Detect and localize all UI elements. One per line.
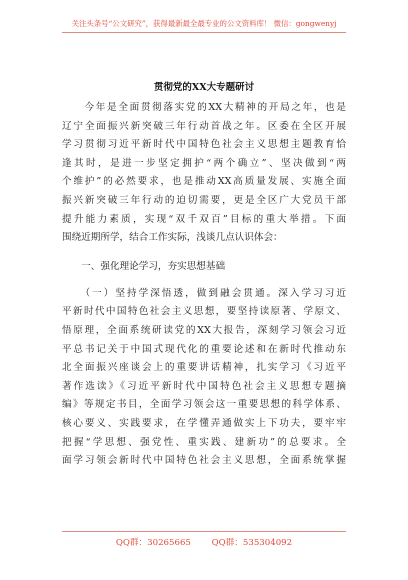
text-line: 围绕近期所学，结合工作实际，浅谈几点认识体会： bbox=[62, 232, 283, 244]
text-line: 今年是全面贯彻落实党的XX大精神的开局之年，也是 bbox=[62, 102, 346, 113]
text-line: 提升能力素质，实现“双千双百”目标的重大举措。下面 bbox=[62, 213, 346, 225]
footer-qq-group-2: QQ群：535304092 bbox=[211, 538, 293, 548]
text-line: 辽宁全面振兴新突破三年行动首战之年。区委在全区开展 bbox=[62, 120, 346, 132]
text-line: 编》等规定书目，全面学习领会这一重要思想的科学体系、 bbox=[62, 399, 346, 411]
footer-qq-group-1: QQ群：30265665 bbox=[115, 538, 191, 548]
section-heading: 一、强化理论学习，夯实思想基础 bbox=[62, 260, 226, 272]
footer-divider bbox=[62, 531, 346, 532]
text-line: 北全面振兴座谈会上的重要讲话精神，扎实学习《习近平 bbox=[62, 362, 346, 374]
text-line: 平总书记关于中国式现代化的重要论述和在新时代推动东 bbox=[62, 343, 346, 355]
paragraph-intro bbox=[62, 99, 346, 248]
text-line: 悟原理，全面系统研读党的XX大报告，深刻学习领会习近 bbox=[62, 324, 346, 336]
text-line: 学习贯彻习近平新时代中国特色社会主义思想主题教育恰 bbox=[62, 139, 346, 151]
text-line: 核心要义、实践要求，在学懂弄通做实上下功夫，要牢牢 bbox=[62, 417, 346, 429]
text-line: （一）坚持学深悟透，做到融会贯通。深入学习习近 bbox=[62, 287, 346, 299]
text-line: 平新时代中国特色社会主义思想，要坚持读原著、学原文、 bbox=[62, 306, 346, 318]
text-line: 把握“学思想、强党性、重实践、建新功”的总要求。全 bbox=[62, 436, 346, 448]
header-divider bbox=[62, 32, 346, 33]
document-title: 贯彻党的XX大专题研讨 bbox=[153, 82, 255, 93]
footer bbox=[0, 536, 408, 548]
text-line: 个维护”的必然要求，也是推动XX高质量发展、实施全面 bbox=[62, 176, 346, 188]
header-banner: 关注头条号“公文研究”，获得最新最全最专业的公文资料库！ 微信：gongwenyj bbox=[71, 19, 337, 28]
paragraph-section-1 bbox=[62, 285, 346, 471]
text-line: 振兴新突破三年行动的迫切需要，更是全区广大党员干部 bbox=[62, 194, 346, 206]
text-line: 逢其时，是进一步坚定拥护“两个确立”、坚决做到“两 bbox=[62, 157, 346, 169]
text-line: 著作选读》《习近平新时代中国特色社会主义思想专题摘 bbox=[62, 380, 346, 392]
text-line: 面学习领会新时代中国特色社会主义思想，全面系统掌握 bbox=[62, 455, 346, 467]
document-body bbox=[62, 99, 346, 471]
